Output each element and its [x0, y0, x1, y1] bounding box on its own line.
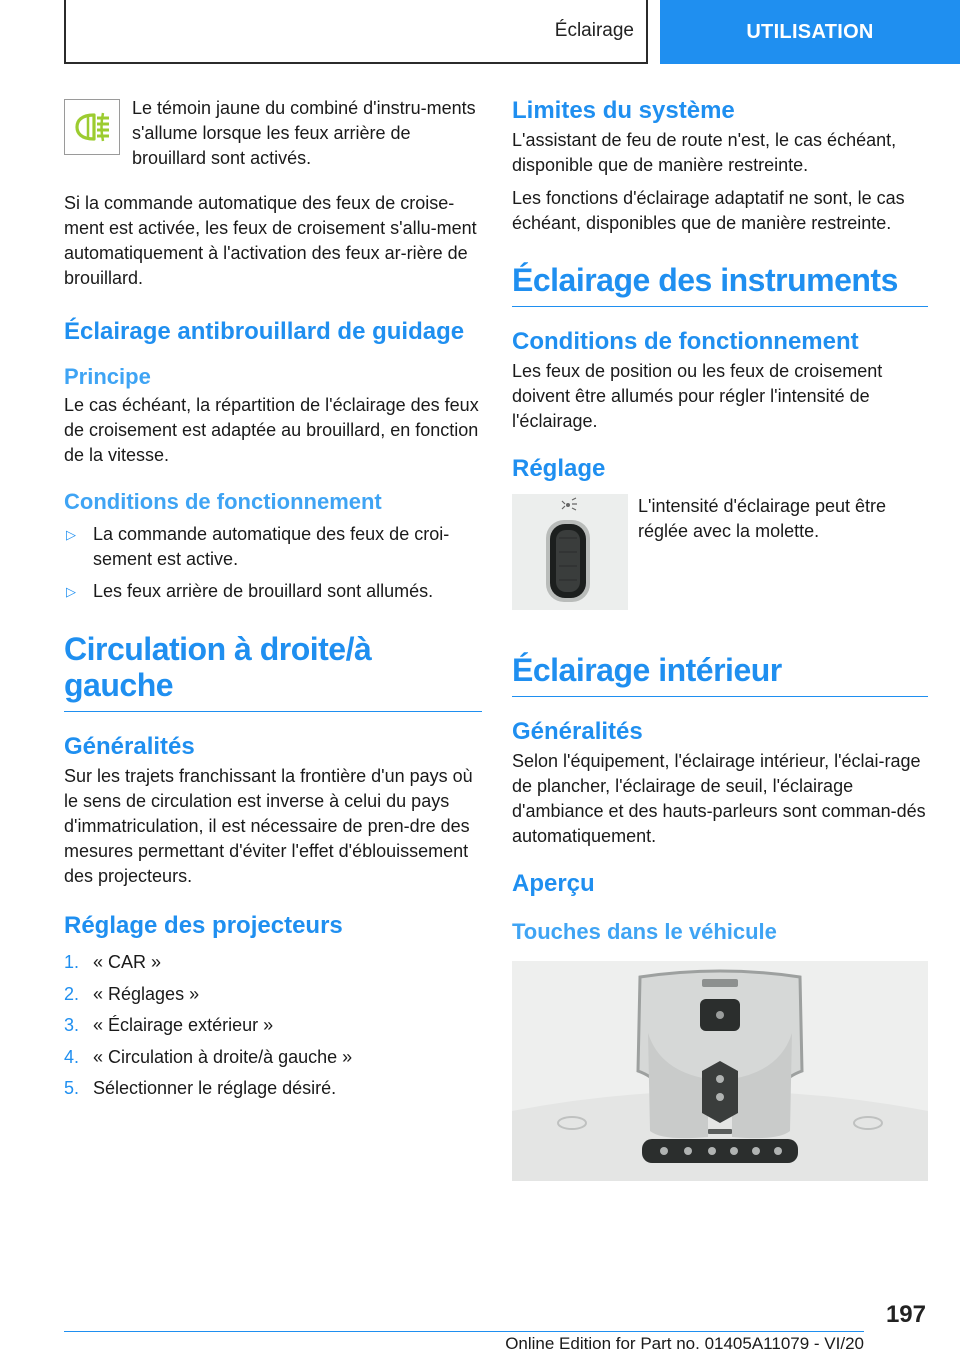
roof-console-image	[512, 961, 928, 1181]
interieur-heading: Éclairage intérieur	[512, 652, 928, 697]
list-item: 2. « Réglages »	[64, 983, 200, 1004]
instruments-heading: Éclairage des instruments	[512, 262, 928, 307]
page-number: 197	[885, 1301, 926, 1328]
principe-heading: Principe	[64, 364, 151, 389]
left-column	[64, 96, 482, 1105]
list-item: 1. « CAR »	[64, 952, 162, 972]
reglage-row	[512, 494, 928, 610]
fog-indicator-text: Le témoin jaune du combiné d'instru-ments s'allume lorsque les feux arrière de brouillard sont activés.	[132, 98, 476, 168]
list-item: 5. Sélectionner le réglage désiré.	[64, 1078, 337, 1098]
header-section-box	[64, 0, 648, 64]
generalites-text: Sur les trajets franchissant la frontière d'un pays où le sens de circulation est inverse à celui du pays d'immatriculation, il est nécessaire de pren-dre des mesures permettant d'éviter l'effet d'éblouissement des projecteurs.	[64, 766, 473, 886]
instr-conditions-heading: Conditions de fonctionnement	[512, 328, 859, 355]
triangle-bullet-icon: ▷	[66, 584, 76, 599]
conditions-list	[64, 522, 482, 604]
touches-heading: Touches dans le véhicule	[512, 919, 777, 944]
reglage-projecteurs-heading: Réglage des projecteurs	[64, 912, 343, 939]
header-chapter-tab[interactable]	[660, 0, 960, 64]
auto-lights-text: Si la commande automatique des feux de croise-ment est activée, les feux de croisement s'allu-ment automatiquement à l'activation des feux ar-rière de brouillard.	[64, 193, 477, 288]
reglage-text: L'intensité d'éclairage peut être réglée avec la molette.	[638, 496, 887, 541]
triangle-bullet-icon: ▷	[66, 527, 76, 542]
instr-reglage-heading: Réglage	[512, 455, 606, 482]
circulation-heading: Circulation à droite/à gauche	[64, 631, 482, 712]
list-item: 4. « Circulation à droite/à gauche »	[64, 1046, 353, 1067]
limites-text-1: L'assistant de feu de route n'est, le cas échéant, disponible que de manière restreinte.	[512, 130, 897, 175]
list-item: ▷ La commande automatique des feux de croi-sement est active.	[66, 524, 450, 569]
conditions-heading: Conditions de fonctionnement	[64, 489, 382, 514]
list-item: 3. « Éclairage extérieur »	[64, 1015, 274, 1035]
int-generalites-heading: Généralités	[512, 718, 643, 745]
footer-divider	[64, 1331, 864, 1332]
right-column	[512, 96, 928, 1181]
footer-edition: Online Edition for Part no. 01405A11079 - VI/20	[505, 1334, 864, 1353]
header-section-title: Éclairage	[554, 20, 634, 41]
limites-text-2: Les fonctions d'éclairage adaptatif ne sont, le cas échéant, disponibles que de manière restreinte.	[512, 188, 905, 233]
principe-text: Le cas échéant, la répartition de l'éclairage des feux de croisement est adaptée au brouillard, en fonction de la vitesse.	[64, 395, 479, 465]
guide-fog-heading: Éclairage antibrouillard de guidage	[64, 318, 465, 345]
limites-heading: Limites du système	[512, 97, 735, 124]
int-generalites-text: Selon l'équipement, l'éclairage intérieur, l'éclai-rage de plancher, l'éclairage de seuil, l'éclairage d'ambiance et des hauts-parleurs sont comman-dés automatiquement.	[512, 751, 926, 846]
dimmer-wheel-image	[512, 494, 628, 610]
generalites-heading: Généralités	[64, 733, 195, 760]
header-chapter-label: UTILISATION	[746, 20, 874, 43]
fog-indicator-note	[64, 96, 482, 171]
list-item: ▷ Les feux arrière de brouillard sont allumés.	[64, 579, 482, 604]
steps-list	[64, 947, 482, 1105]
apercu-heading: Aperçu	[512, 870, 595, 897]
rear-fog-light-icon	[64, 99, 120, 155]
instr-conditions-text: Les feux de position ou les feux de croisement doivent être allumés pour régler l'intensité de l'éclairage.	[512, 361, 883, 431]
